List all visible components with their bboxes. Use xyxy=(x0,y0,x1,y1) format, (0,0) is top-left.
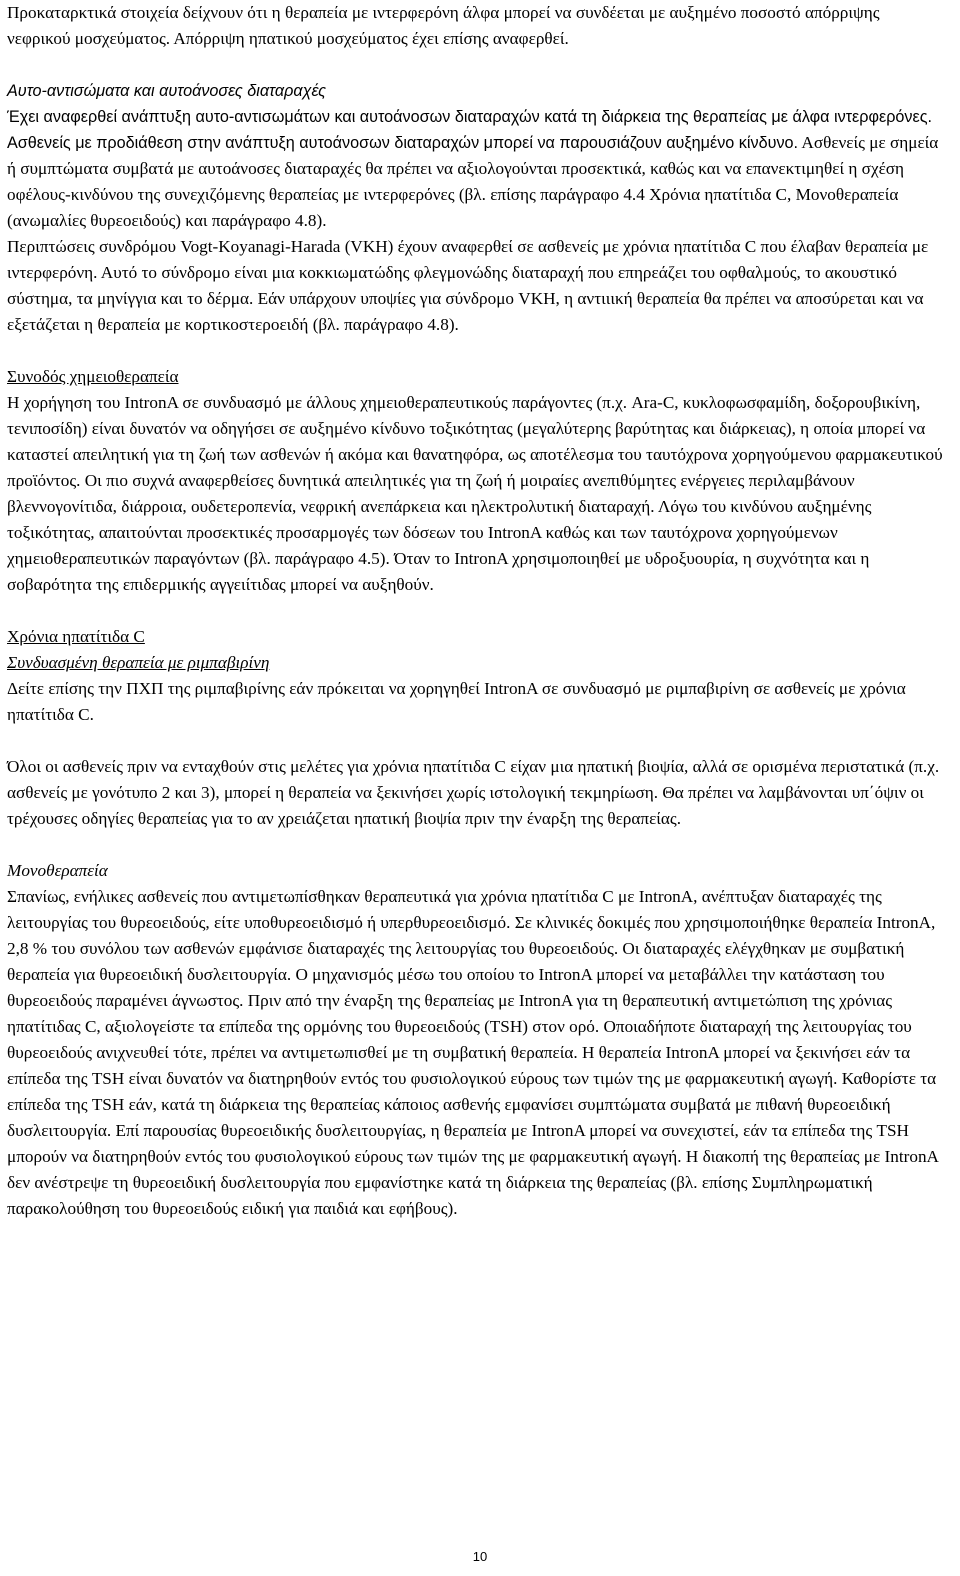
paragraph-autoimmune xyxy=(7,104,943,234)
paragraph-vkh: Περιπτώσεις συνδρόμου Vogt-Koyanagi-Harada (VKH) έχουν αναφερθεί σε ασθενείς με χρόνια ηπατίτιδα C που έλαβαν θεραπεία με ιντερφερόνη. Αυτό το σύνδρομο είναι μια κοκκιωματώδης φλεγμονώδης διαταραχή που επηρεάζει του οφθαλμούς, το ακουστικό σύστημα, τα μηνίγγια και το δέρμα. Εάν υπάρχουν υποψίες για σύνδρομο VKH, η αντιιική θεραπεία θα πρέπει να αποσύρεται και να εξετάζεται η θεραπεία με κορτικοστεροειδή (βλ. παράγραφο 4.8). xyxy=(7,237,929,334)
subheading-ribavirin-combination: Συνδυασμένη θεραπεία με ριμπαβιρίνη xyxy=(7,653,270,672)
paragraph-gap xyxy=(7,832,943,858)
paragraph-liver-biopsy: Όλοι οι ασθενείς πριν να ενταχθούν στις μελέτες για χρόνια ηπατίτιδα C είχαν μια ηπατική βιοψία, αλλά σε ορισμένα περιστατικά (π.χ. ασθενείς με γονότυπο 2 και 3), μπορεί η θεραπεία να ξεκινήσει χωρίς ιστολογική τεκμηρίωση. Θα πρέπει να λαμβάνονται υπ΄όψιν οι τρέχουσες οδηγίες θεραπείας για το αν χρειάζεται ηπατική βιοψία πριν την έναρξη της θεραπείας. xyxy=(7,757,940,828)
document-page xyxy=(7,0,943,1222)
paragraph-ribavirin: Δείτε επίσης την ΠΧΠ της ριμπαβιρίνης εάν πρόκειται να χορηγηθεί IntronA σε συνδυασμό με ριμπαβιρίνη σε ασθενείς με χρόνια ηπατίτιδα C. xyxy=(7,679,906,724)
paragraph-text: Προκαταρκτικά στοιχεία δείχνουν ότι η θεραπεία με ιντερφερόνη άλφα μπορεί να συνδέεται με αυξημένο ποσοστό απόρριψης νεφρικού μοσχεύματος. Απόρριψη ηπατικού μοσχεύματος έχει επίσης αναφερθεί. xyxy=(7,3,880,48)
page-number: 10 xyxy=(472,1549,488,1564)
paragraph-gap xyxy=(7,598,943,624)
subheading-monotherapy: Μονοθεραπεία xyxy=(7,861,108,880)
paragraph-text-sans: Έχει αναφερθεί ανάπτυξη αυτο-αντισωμάτων και αυτοάνοσων διαταραχών κατά τη διάρκεια της θεραπείας με άλφα ιντερφερόνες. Ασθενείς με προδιάθεση στην ανάπτυξη αυτοάνοσων διαταραχών μπορεί να παρουσιάζουν αυξημένο κίνδυνο. xyxy=(7,108,933,152)
paragraph-monotherapy: Σπανίως, ενήλικες ασθενείς που αντιμετωπίσθηκαν θεραπευτικά για χρόνια ηπατίτιδα C με IntronA, ανέπτυξαν διαταραχές της λειτουργίας του θυρεοειδούς, είτε υποθυρεοειδισμό ή υπερθυρεοειδισμό. Σε κλινικές δοκιμές που χρησιμοποιήθηκε θεραπεία IntronA, 2,8 % του συνόλου των ασθενών εμφάνισε διαταραχές της λειτουργίας του θυρεοειδούς. Οι διαταραχές ελέγχθηκαν με συμβατική θεραπεία για θυρεοειδική δυσλειτουργία. Ο μηχανισμός μέσω του οποίου το IntronA μπορεί να μεταβάλλει την κατάσταση του θυρεοειδούς παραμένει άγνωστος. Πριν από την έναρξη της θεραπείας με IntronA για τη θεραπευτική αντιμετώπιση της χρόνιας ηπατίτιδας C, αξιολογείστε τα επίπεδα της ορμόνης του θυρεοειδούς (TSH) στον ορό. Οποιαδήποτε διαταραχή της λειτουργίας του θυρεοειδούς ανιχνευθεί τότε, πρέπει να αντιμετωπισθεί με τη συμβατική θεραπεία. Η θεραπεία IntronA μπορεί να ξεκινήσει εάν τα επίπεδα της TSH είναι δυνατόν να διατηρηθούν εντός του φυσιολογικού εύρους των τιμών της με φαρμακευτική αγωγή. Καθορίστε τα επίπεδα της TSH εάν, κατά τη διάρκεια της θεραπείας κάποιος ασθενής εμφανίσει συμπτώματα συμβατά με πιθανή θυρεοειδική δυσλειτουργία. Επί παρουσίας θυρεοειδικής δυσλειτουργίας, η θεραπεία με IntronA μπορεί να συνεχιστεί, εάν τα επίπεδα της TSH μπορούν να διατηρηθούν εντός του φυσιολογικού εύρους των τιμών της με φαρμακευτική αγωγή. Η διακοπή της θεραπείας με IntronA δεν ανέστρεψε τη θυρεοειδική δυσλειτουργία που εμφανίστηκε κατά τη διάρκεια της θεραπείας (βλ. επίσης Συμπληρωματική παρακολούθηση του θυρεοειδούς ειδική για παιδιά και εφήβους). xyxy=(7,887,939,1218)
paragraph-chemotherapy: Η χορήγηση του IntronA σε συνδυασμό με άλλους χημειοθεραπευτικούς παράγοντες (π.χ. Ara-C, κυκλοφωσφαμίδη, δοξορουβικίνη, τενιποσίδη) είναι δυνατόν να οδηγήσει σε αυξημένο κίνδυνο τοξικότητας (μεγαλύτερης βαρύτητας και διάρκειας), η οποία μπορεί να καταστεί απειλητική για τη ζωή των ασθενών ή ακόμα και θανατηφόρα, ως αποτέλεσμα του ταυτόχρονα χορηγούμενου φαρμακευτικού προϊόντος. Οι πιο συχνά αναφερθείσες δυνητικά απειλητικές για τη ζωή ή μοιραίες ανεπιθύμητες ενέργειες περιλαμβάνουν βλεννογονίτιδα, διάρροια, ουδετεροπενία, νεφρική ανεπάρκεια και ηλεκτρολυτική διαταραχή. Λόγω του κινδύνου αυξημένης τοξικότητας, απαιτούνται προσεκτικές προσαρμογές των δόσεων του IntronA καθώς και των ταυτόχρονα χορηγούμενων χημειοθεραπευτικών παραγόντων (βλ. παράγραφο 4.5). Όταν το IntronA χρησιμοποιηθεί με υδροξυουρία, η συχνότητα και η σοβαρότητα της επιδερμικής αγγειίτιδας μπορεί να αυξηθούν. xyxy=(7,393,943,594)
section-heading-hepatitis-c: Χρόνια ηπατίτιδα C xyxy=(7,627,145,646)
paragraph-text: Ασθενείς με σημεία ή συμπτώματα συμβατά με αυτοάνοσες διαταραχές θα πρέπει να αξιολογούνται προσεκτικά, καθώς και να επανεκτιμηθεί η σχέση οφέλους-κινδύνου της συνεχιζόμενης θεραπείας με ιντερφερόνες (βλ. επίσης παράγραφο 4.4 Χρόνια ηπατίτιδα C, Μονοθεραπεία (ανωμαλίες θυρεοειδούς) και παράγραφο 4.8). xyxy=(7,133,939,230)
paragraph-gap xyxy=(7,52,943,78)
paragraph-gap xyxy=(7,338,943,364)
paragraph-transplant-rejection xyxy=(7,0,943,52)
section-heading-autoimmune: Αυτο-αντισώματα και αυτοάνοσες διαταραχές xyxy=(7,82,327,100)
paragraph-gap xyxy=(7,728,943,754)
section-heading-chemotherapy: Συνοδός χημειοθεραπεία xyxy=(7,367,179,386)
